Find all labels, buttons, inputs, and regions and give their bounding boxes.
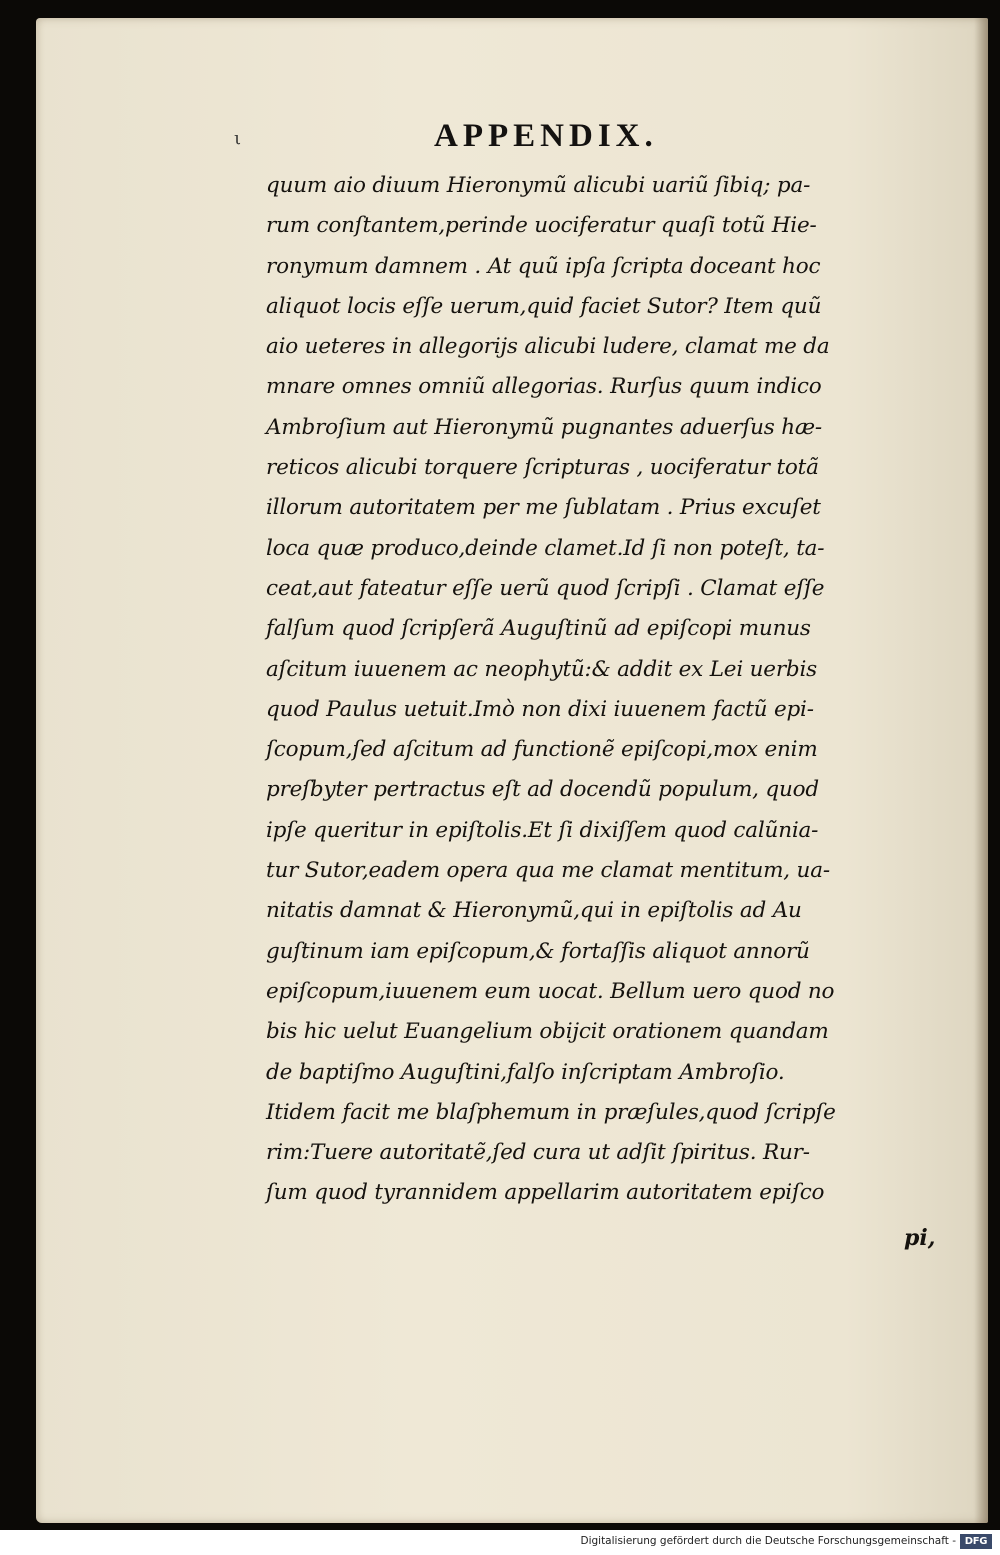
text-line: tur Sutor,eadem opera qua me clamat mentitum, ua-: [266, 858, 830, 884]
text-line: nitatis damnat & Hieronymũ,qui in epiſtolis ad Au: [266, 898, 802, 924]
text-line: aio ueteres in allegorijs alicubi ludere, clamat me da: [266, 334, 830, 360]
text-line: guſtinum iam epiſcopum,& fortaſſis aliquot annorũ: [266, 938, 810, 964]
text-line: ronymum damnem . At quũ ipſa ſcripta doceant hoc: [266, 253, 821, 279]
text-line: quod Paulus uetuit.Imò non dixi iuuenem factũ epi-: [266, 696, 814, 722]
text-line: ſcopum,ſed aſcitum ad functionẽ epiſcopi,mox enim: [266, 737, 818, 763]
text-line: mnare omnes omniũ allegorias. Rurſus quum indico: [266, 374, 822, 400]
running-head: APPENDIX.: [434, 118, 658, 154]
text-line: ſum quod tyrannidem appellarim autoritatem epiſco: [266, 1180, 825, 1206]
dfg-logo: DFG: [960, 1534, 992, 1549]
text-line: illorum autoritatem per me ſublatam . Prius excuſet: [266, 495, 821, 521]
footer-credit: Digitalisierung gefördert durch die Deutsche Forschungsgemeinschaft -: [580, 1535, 956, 1547]
body-text: [266, 166, 956, 1214]
text-line: aſcitum iuuenem ac neophytũ:& addit ex Lei uerbis: [266, 656, 817, 682]
text-line: preſbyter pertractus eſt ad docendũ populum, quod: [266, 777, 819, 803]
page-header: [36, 118, 988, 168]
text-line: Ambroſium aut Hieronymũ pugnantes aduerſus hæ-: [266, 414, 822, 440]
text-line: falſum quod ſcripſerã Auguſtinũ ad epiſcopi munus: [266, 616, 811, 642]
footer-bar: [0, 1530, 1000, 1555]
text-line: loca quæ produco,deinde clamet.Id ſi non poteſt, ta-: [266, 535, 825, 561]
text-line: aliquot locis eſſe uerum,quid faciet Sutor? Item quũ: [266, 293, 822, 319]
text-line: rim:Tuere autoritatẽ,ſed cura ut adſit ſpiritus. Rur-: [266, 1140, 810, 1166]
page-edge-shadow: [974, 18, 988, 1523]
text-line: ceat,aut fateatur eſſe uerũ quod ſcripſi . Clamat eſſe: [266, 575, 825, 601]
text-line: quum aio diuum Hieronymũ alicubi uariũ ſibiq; pa-: [266, 173, 811, 198]
text-line: ipſe queritur in epiſtolis.Et ſi dixiſſem quod calũnia-: [266, 817, 819, 843]
catchword: pi,: [904, 1225, 936, 1251]
book-page: [36, 18, 988, 1523]
text-line: epiſcopum,iuuenem eum uocat. Bellum uero quod no: [266, 978, 835, 1004]
text-line: Itidem facit me blaſphemum in præſules,quod ſcripſe: [266, 1099, 836, 1125]
text-line: bis hic uelut Euangelium obijcit orationem quandam: [266, 1019, 829, 1045]
page-mark: ι: [234, 128, 242, 149]
text-line: rum conſtantem,perinde uociferatur quaſi totũ Hie-: [266, 213, 817, 239]
text-line: de baptiſmo Auguſtini,falſo inſcriptam Ambroſio.: [266, 1059, 785, 1085]
text-line: reticos alicubi torquere ſcripturas , uociferatur totã: [266, 455, 819, 481]
